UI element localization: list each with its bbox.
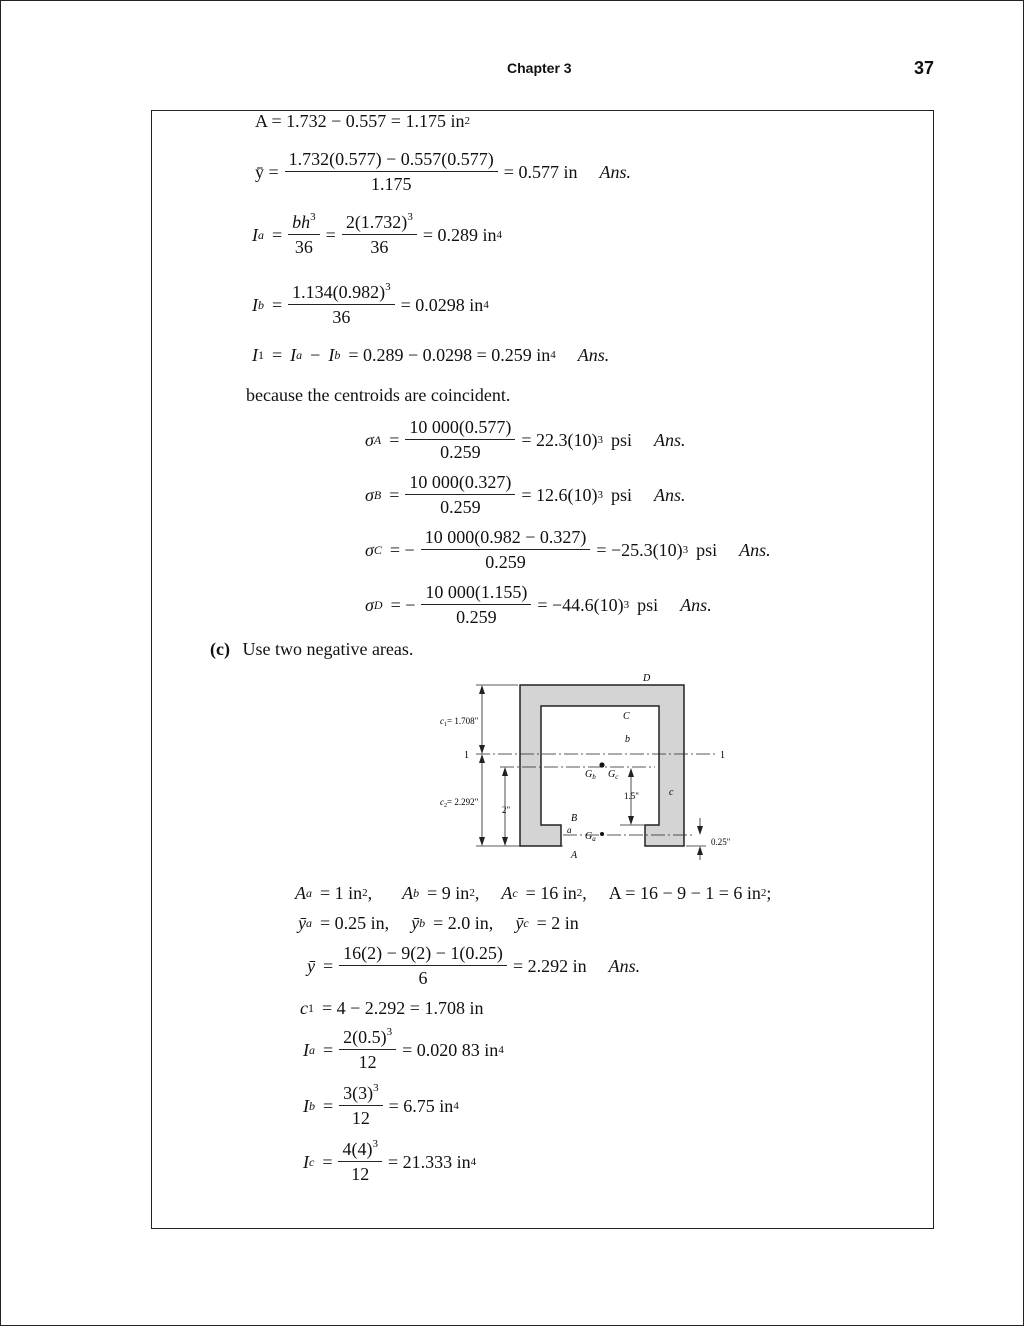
centroid-Gb — [599, 762, 604, 767]
equation-sigma-C: σ C = − $\frac{10 000(0.982 - 0.327)}{0.259}$ = −25.3(10) 3 psi Ans. — [365, 527, 771, 572]
ans-label: Ans. — [654, 484, 686, 505]
label-C: C — [623, 711, 630, 722]
label-b: b — [625, 734, 630, 745]
equation-sigma-A: σ A = $\frac{10 000(0.577)}{0.259}$ = 22.3(10) 3 psi Ans. — [365, 417, 686, 462]
equation-Ia-c: I a = $\frac{2(0.5)^3}{12}$ = 0.020 83 in 4 — [303, 1026, 504, 1072]
ans-label: Ans. — [739, 539, 771, 560]
equation-sigma-B: σ B = $\frac{10 000(0.327)}{0.259}$ = 12.6(10) 3 psi Ans. — [365, 472, 686, 517]
chapter-title: Chapter 3 — [507, 60, 572, 76]
page-number: 37 — [913, 58, 934, 78]
label-1.5in: 1.5" — [624, 791, 639, 801]
fraction: $\frac{1.732(0.577) - 0.557(0.577)}{1.175}$ — [285, 150, 498, 193]
equation-Ib-c: I b = $\frac{3(3)^3}{12}$ = 6.75 in 4 — [303, 1082, 459, 1128]
equation-area: A = 1.732 − 0.557 = 1.175 in 2 — [255, 111, 470, 131]
channel-section-diagram — [430, 668, 750, 868]
ans-label: Ans. — [577, 345, 610, 365]
label-c2: $c_2= 2.292$" — [440, 797, 479, 809]
label-Gb: $G_b$ — [585, 769, 596, 781]
equation-I1: I 1 = I a − I b = 0.289 − 0.0298 = 0.259 in 4 Ans. — [252, 345, 610, 365]
equation-c1: c 1 = 4 − 2.292 = 1.708 in — [300, 998, 484, 1018]
fraction: $\frac{10 000(0.577)}{0.259}$ — [405, 418, 515, 461]
equation-ybar-c: ȳ = $\frac{16(2) - 9(2) - 1(0.25)}{6}$ = 2.292 in Ans. — [307, 943, 641, 988]
body-text: because the centroids are coincident. — [246, 385, 511, 405]
ans-label: Ans. — [599, 161, 631, 182]
fraction: $\frac{2(1.732)^3}{36}$ — [342, 213, 417, 256]
label-c1: $c_1= 1.708$" — [440, 716, 479, 728]
equation-Ia: I a = $\frac{bh^3}{36}$ = $\frac{2(1.732)^3}{36}$ = 0.289 in 4 — [252, 211, 502, 257]
label-Ga: $G_a$ — [585, 831, 596, 843]
fraction: $\frac{10 000(0.327)}{0.259}$ — [405, 473, 515, 516]
equation-areas: A a = 1 in 2 , A b = 9 in 2 , A c = 16 in 2 , A = 16 − 9 − 1 = 6 in 2 ; — [295, 883, 772, 903]
label-a: a — [567, 825, 572, 835]
label-A: A — [571, 850, 578, 861]
equation-ybars: ȳ a = 0.25 in, ȳ b = 2.0 in, ȳ c = 2 in — [298, 913, 579, 933]
label-c-region: c — [669, 787, 674, 798]
ans-label: Ans. — [654, 429, 686, 450]
fraction: $\frac{3(3)^3}{12}$ — [339, 1084, 383, 1127]
label-2in: 2" — [502, 805, 511, 815]
running-header — [0, 58, 1024, 82]
fraction: $\frac{16(2) - 9(2) - 1(0.25)}{6}$ — [339, 944, 507, 987]
label-B: B — [571, 813, 578, 824]
centroid-Ga — [600, 832, 604, 836]
part-c-heading — [210, 639, 413, 660]
fraction: $\frac{2(0.5)^3}{12}$ — [339, 1028, 396, 1071]
label-axis-1-right: 1 — [720, 750, 725, 761]
ans-label: Ans. — [608, 955, 641, 976]
fraction: $\frac{1.134(0.982)^3}{36}$ — [288, 283, 395, 326]
label-D: D — [643, 673, 651, 684]
equation-Ib: I b = $\frac{1.134(0.982)^3}{36}$ = 0.0298 in 4 — [252, 281, 489, 327]
fraction: $\frac{10 000(0.982 - 0.327)}{0.259}$ — [421, 528, 591, 571]
fraction: $\frac{bh^3}{36}$ — [288, 213, 320, 256]
fraction: $\frac{10 000(1.155)}{0.259}$ — [421, 583, 531, 626]
part-text: Use two negative areas. — [242, 639, 414, 659]
label-axis-1-left: 1 — [464, 750, 469, 761]
fraction: $\frac{4(4)^3}{12}$ — [338, 1140, 382, 1183]
ans-label: Ans. — [680, 594, 712, 615]
equation-ybar: ȳ = $\frac{1.732(0.577) - 0.557(0.577)}{1.175}$ = 0.577 in Ans. — [255, 149, 631, 194]
equation-Ic-c: I c = $\frac{4(4)^3}{12}$ = 21.333 in 4 — [303, 1138, 477, 1184]
label-0.25in: 0.25" — [711, 837, 731, 847]
label-Gc: $G_c$ — [608, 769, 619, 781]
equation-sigma-D: σ D = − $\frac{10 000(1.155)}{0.259}$ = −44.6(10) 3 psi Ans. — [365, 582, 712, 627]
part-label: (c) — [210, 639, 230, 659]
